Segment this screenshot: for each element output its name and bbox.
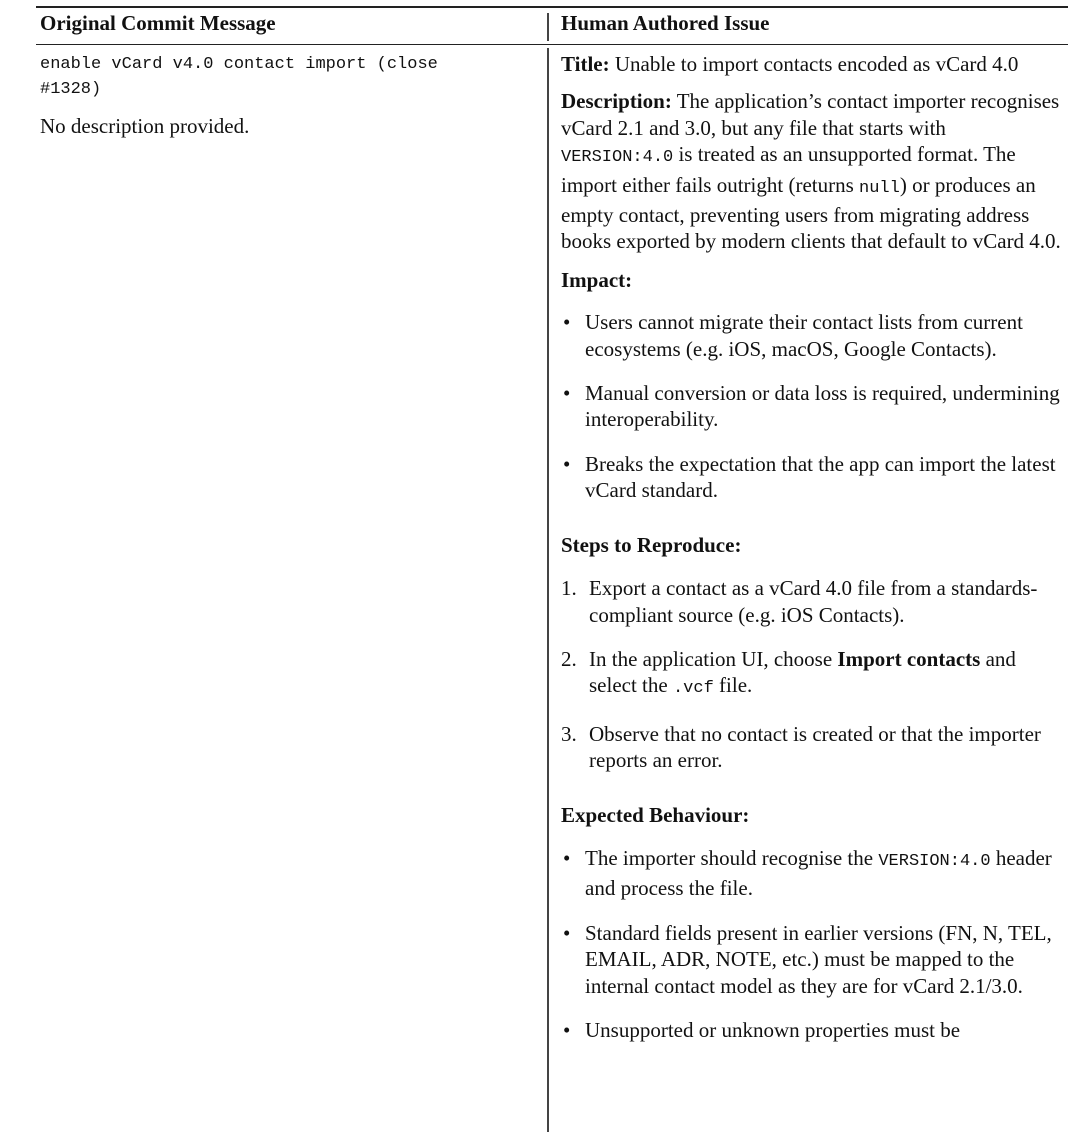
step-item: [561, 721, 1061, 774]
commit-line-2: #1328): [40, 80, 102, 99]
header-human-issue: Human Authored Issue: [561, 11, 770, 35]
expected-text: header and process the file.: [585, 845, 1052, 901]
step-item: [561, 646, 1061, 703]
step-text: Export a contact as a vCard 4.0 file from a standards-compliant source (e.g. iOS Contacts).: [589, 576, 1038, 627]
no-description-text: No description provided.: [40, 114, 250, 138]
expected-item: [561, 845, 1061, 902]
header-original-commit: Original Commit Message: [40, 11, 276, 35]
step-number: 3.: [561, 721, 577, 746]
issue-title: [561, 51, 1061, 77]
step-number: 1.: [561, 576, 577, 601]
steps-list: [561, 575, 1061, 773]
steps-heading: Steps to Reproduce:: [561, 532, 742, 557]
table-header-rule: [36, 44, 1068, 45]
description-text-3: ) or produces an empty contact, preventing users from migrating address books exported by modern clients that default to vCard 4.0.: [561, 172, 1061, 254]
column-divider-header: [547, 13, 549, 41]
description-text-1: The application’s contact importer recognises vCard 2.1 and 3.0, but any file that starts with: [561, 89, 1060, 140]
step-text: file.: [713, 673, 753, 698]
issue-column: [561, 51, 1061, 1043]
vcf-code: .vcf: [672, 679, 714, 699]
impact-list: [561, 309, 1061, 503]
description-code-version: VERSION:4.0: [561, 148, 674, 168]
title-text: Unable to import contacts encoded as vCard 4.0: [609, 52, 1019, 76]
expected-list: [561, 845, 1061, 1043]
column-divider-body: [547, 48, 549, 1132]
step-item: [561, 575, 1061, 628]
description-label: Description:: [561, 89, 672, 114]
impact-item: • Manual conversion or data loss is required, undermining interoperability.: [561, 380, 1061, 433]
step-text: and select the: [589, 646, 1016, 698]
impact-item: • Users cannot migrate their contact lists from current ecosystems (e.g. iOS, macOS, Google Contacts).: [561, 309, 1061, 362]
step-text: Observe that no contact is created or that the importer reports an error.: [589, 721, 1041, 773]
step-number: 2.: [561, 646, 577, 671]
issue-description: [561, 88, 1061, 254]
commit-message: [40, 52, 530, 102]
expected-item: • Standard fields present in earlier versions (FN, N, TEL, EMAIL, ADR, NOTE, etc.) must be mapped to the internal contact model as they are for vCard 2.1/3.0.: [561, 920, 1061, 999]
expected-heading: Expected Behaviour:: [561, 802, 750, 827]
import-contacts-label: Import contacts: [837, 646, 981, 671]
title-label: Title:: [561, 52, 610, 76]
expected-code-version: VERSION:4.0: [878, 851, 991, 871]
expected-text: The importer should recognise the: [585, 845, 879, 870]
impact-item: • Breaks the expectation that the app can import the latest vCard standard.: [561, 451, 1061, 504]
expected-item: • Unsupported or unknown properties must be: [561, 1017, 1061, 1043]
step-text: In the application UI, choose: [589, 646, 838, 671]
description-text-2: is treated as an unsupported format. The import either fails outright (returns: [561, 142, 1016, 197]
commit-column: [40, 52, 530, 139]
description-code-null: null: [859, 178, 900, 198]
impact-heading: Impact:: [561, 267, 633, 292]
table-top-rule: [36, 6, 1068, 8]
commit-line-1: enable vCard v4.0 contact import (close: [40, 55, 438, 74]
